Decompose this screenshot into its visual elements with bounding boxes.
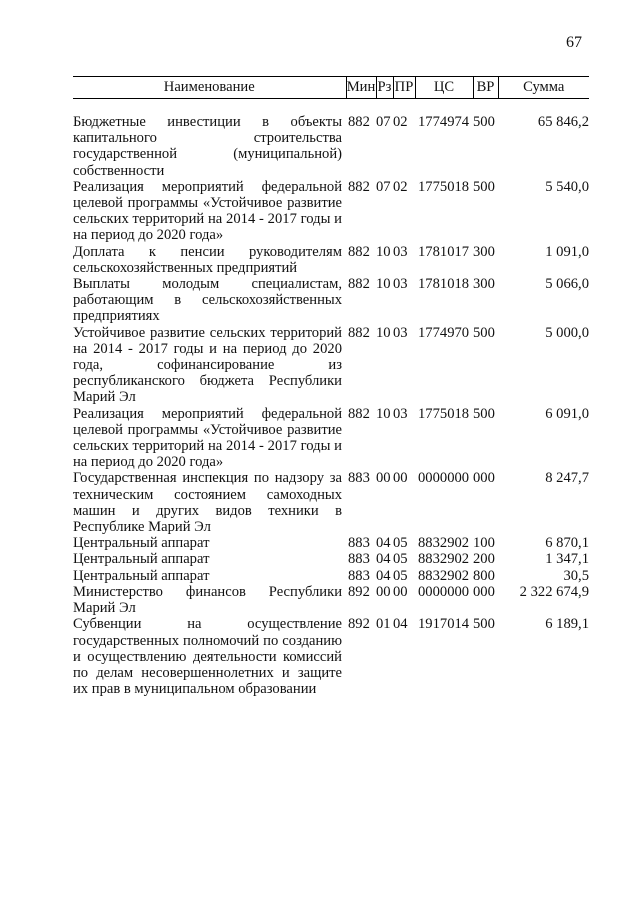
target-code: 8832902 xyxy=(418,551,470,568)
amount: 65 846,2 xyxy=(537,114,589,130)
expense-type-code: 000 xyxy=(473,470,495,487)
subsection-code: 05 xyxy=(393,567,408,584)
target-code: 8832902 xyxy=(418,567,470,584)
section-code: 10 xyxy=(376,243,391,260)
header-target: ЦС xyxy=(415,77,473,99)
section-code: 10 xyxy=(376,276,391,293)
target-code: 1775018 xyxy=(418,405,470,422)
row-name: Реализация мероприятий федеральной целевой программы «Устойчивое развитие сельских территорий на 2014 - 2017 годы и на период до 2020 года» xyxy=(73,405,342,471)
ministry-code: 882 xyxy=(348,276,370,293)
row-name: Доплата к пенсии руководителям сельскохозяйственных предприятий xyxy=(73,243,342,276)
target-code: 0000000 xyxy=(418,470,470,487)
section-code: 04 xyxy=(376,551,391,568)
ministry-code: 883 xyxy=(348,470,370,487)
table-body xyxy=(73,99,589,698)
table-row xyxy=(73,244,589,276)
header-amount: Сумма xyxy=(498,77,589,99)
table-row xyxy=(73,568,589,584)
target-code: 8832902 xyxy=(418,535,470,552)
row-name: Устойчивое развитие сельских территорий на 2014 - 2017 годы и на период до 2020 года, софинансирование из республиканского бюджета Республики Марий Эл xyxy=(73,324,342,406)
target-code: 1774970 xyxy=(418,324,470,341)
header-ministry: Мин xyxy=(346,77,376,99)
expense-type-code: 200 xyxy=(473,551,495,568)
subsection-code: 03 xyxy=(393,324,408,341)
table-row xyxy=(73,179,589,244)
section-code: 00 xyxy=(376,470,391,487)
expense-type-code: 500 xyxy=(473,616,495,633)
page-number: 67 xyxy=(566,34,582,51)
amount: 6 091,0 xyxy=(545,405,589,422)
section-code: 01 xyxy=(376,616,391,633)
ministry-code: 883 xyxy=(348,567,370,584)
section-code: 07 xyxy=(376,114,391,130)
expense-type-code: 800 xyxy=(473,567,495,584)
target-code: 1774974 xyxy=(418,114,470,130)
subsection-code: 03 xyxy=(393,405,408,422)
subsection-code: 03 xyxy=(393,243,408,260)
table-row xyxy=(73,616,589,697)
amount: 6 189,1 xyxy=(545,616,589,633)
header-name: Наименование xyxy=(73,77,346,99)
section-code: 10 xyxy=(376,324,391,341)
amount: 5 540,0 xyxy=(545,178,589,195)
subsection-code: 05 xyxy=(393,551,408,568)
ministry-code: 882 xyxy=(348,114,370,130)
ministry-code: 882 xyxy=(348,243,370,260)
section-code: 04 xyxy=(376,535,391,552)
subsection-code: 00 xyxy=(393,470,408,487)
ministry-code: 882 xyxy=(348,324,370,341)
expense-type-code: 500 xyxy=(473,114,495,130)
ministry-code: 892 xyxy=(348,616,370,633)
header-section: Рз xyxy=(376,77,393,99)
amount: 8 247,7 xyxy=(545,470,589,487)
subsection-code: 02 xyxy=(393,178,408,195)
table-row xyxy=(73,584,589,616)
amount: 6 870,1 xyxy=(545,535,589,552)
amount: 1 347,1 xyxy=(545,551,589,568)
amount: 30,5 xyxy=(563,567,589,584)
row-name: Реализация мероприятий федеральной целевой программы «Устойчивое развитие сельских территорий на 2014 - 2017 годы и на период до 2020 года» xyxy=(73,178,342,244)
amount: 1 091,0 xyxy=(545,243,589,260)
row-name: Центральный аппарат xyxy=(73,535,210,552)
expense-type-code: 300 xyxy=(473,243,495,260)
amount: 5 066,0 xyxy=(545,276,589,293)
table-header-row xyxy=(73,77,589,99)
row-name: Субвенции на осуществление государственных полномочий по созданию и осуществлению деятельности комиссий по делам несовершеннолетних и защите их прав в муниципальном образовании xyxy=(73,616,342,698)
expense-type-code: 000 xyxy=(473,583,495,600)
table-row xyxy=(73,406,589,471)
expense-type-code: 500 xyxy=(473,324,495,341)
row-name: Государственная инспекция по надзору за техническим состоянием самоходных машин и других видов техники в Республике Марий Эл xyxy=(73,470,342,536)
section-code: 00 xyxy=(376,583,391,600)
ministry-code: 883 xyxy=(348,551,370,568)
header-expense-type: ВР xyxy=(473,77,498,99)
ministry-code: 883 xyxy=(348,535,370,552)
section-code: 04 xyxy=(376,567,391,584)
target-code: 0000000 xyxy=(418,583,470,600)
expense-type-code: 100 xyxy=(473,535,495,552)
ministry-code: 892 xyxy=(348,583,370,600)
budget-table xyxy=(73,76,589,697)
table-row xyxy=(73,276,589,325)
subsection-code: 04 xyxy=(393,616,408,633)
subsection-code: 03 xyxy=(393,276,408,293)
subsection-code: 02 xyxy=(393,114,408,130)
subsection-code: 05 xyxy=(393,535,408,552)
table-row xyxy=(73,470,589,535)
table-row xyxy=(73,551,589,567)
row-name: Центральный аппарат xyxy=(73,551,210,568)
table-row xyxy=(73,325,589,406)
row-name: Центральный аппарат xyxy=(73,567,210,584)
subsection-code: 00 xyxy=(393,583,408,600)
header-subsection: ПР xyxy=(393,77,415,99)
section-code: 10 xyxy=(376,405,391,422)
target-code: 1917014 xyxy=(418,616,470,633)
row-name: Бюджетные инвестиции в объекты капитального строительства государственной (муниципальной) собственности xyxy=(73,114,342,179)
amount: 2 322 674,9 xyxy=(519,583,589,600)
table-row xyxy=(73,114,589,179)
target-code: 1781018 xyxy=(418,276,470,293)
spacer-row xyxy=(73,99,589,115)
section-code: 07 xyxy=(376,178,391,195)
target-code: 1775018 xyxy=(418,178,470,195)
target-code: 1781017 xyxy=(418,243,470,260)
table-row xyxy=(73,535,589,551)
expense-type-code: 300 xyxy=(473,276,495,293)
row-name: Выплаты молодым специалистам, работающим в сельскохозяйственных предприятиях xyxy=(73,276,342,325)
amount: 5 000,0 xyxy=(545,324,589,341)
expense-type-code: 500 xyxy=(473,178,495,195)
row-name: Министерство финансов Республики Марий Эл xyxy=(73,583,342,617)
expense-type-code: 500 xyxy=(473,405,495,422)
ministry-code: 882 xyxy=(348,178,370,195)
ministry-code: 882 xyxy=(348,405,370,422)
